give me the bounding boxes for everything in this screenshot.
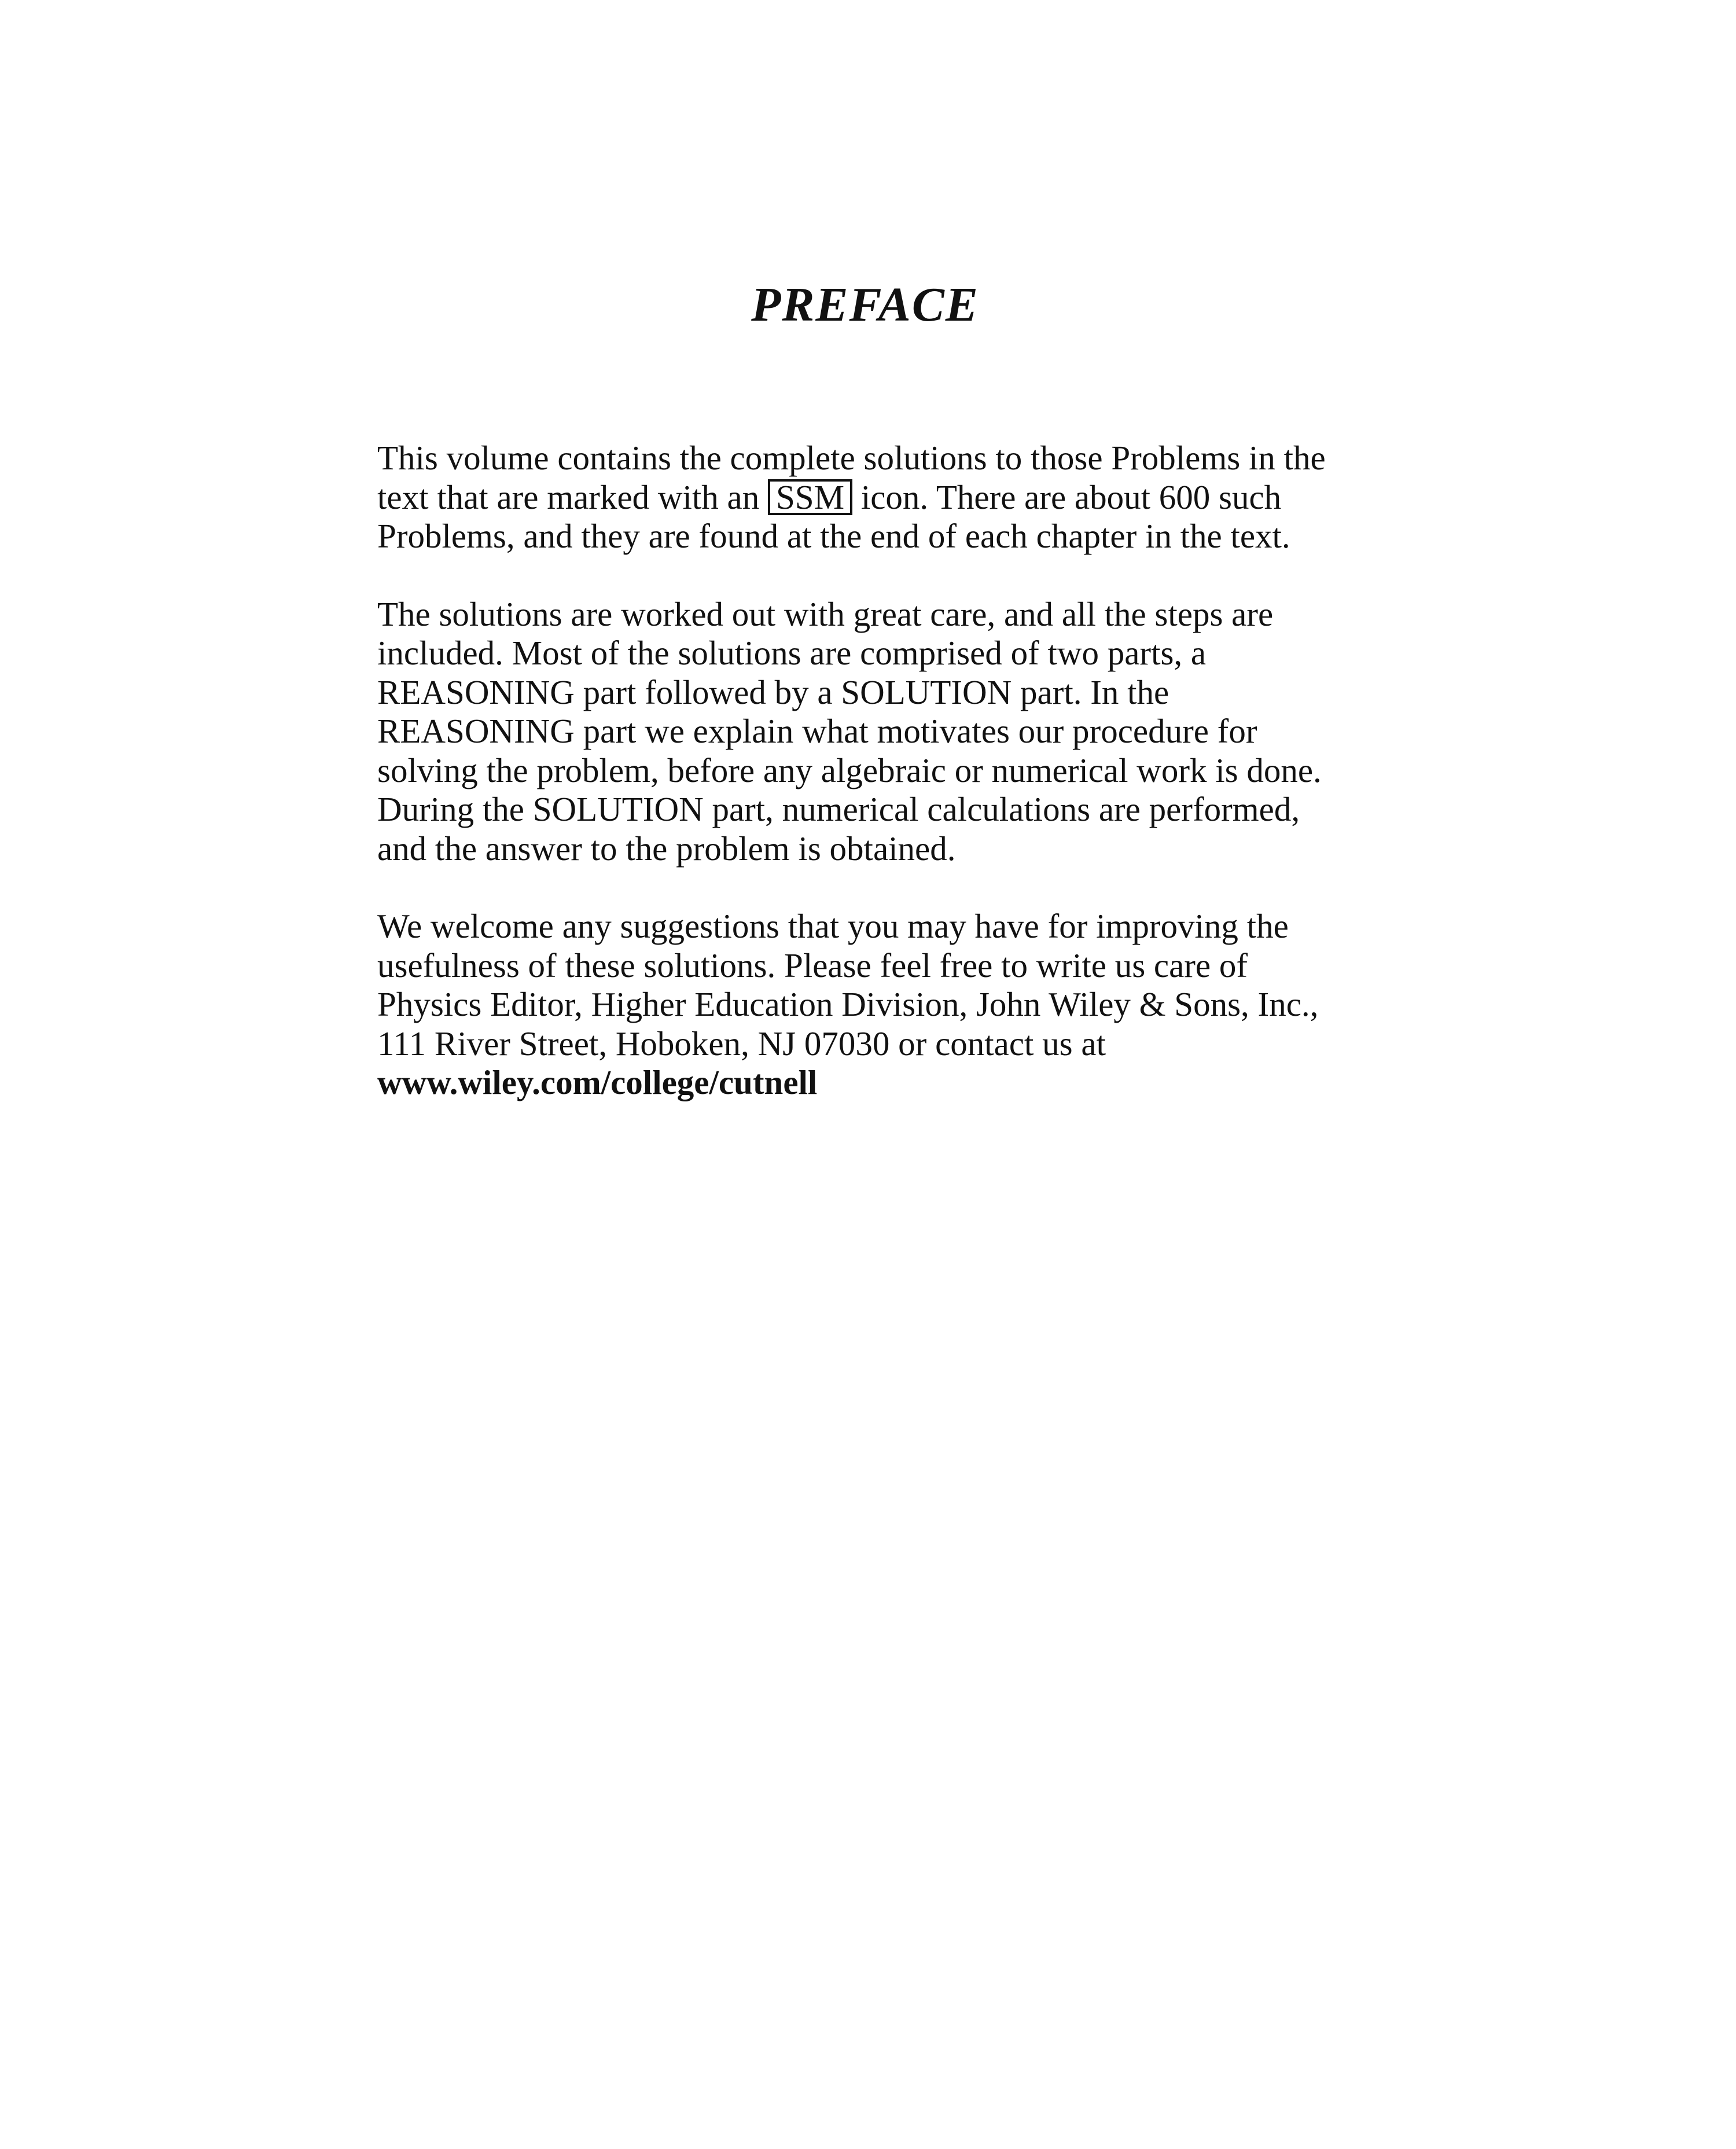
text-line-with-icon	[377, 478, 1396, 517]
text-line: REASONING part followed by a SOLUTION part. In the	[377, 673, 1169, 711]
paragraph-solutions	[377, 595, 1396, 869]
text-line: We welcome any suggestions that you may have for improving the	[377, 907, 1289, 945]
paragraph-spacer	[377, 868, 1396, 907]
text-line: included. Most of the solutions are comprised of two parts, a	[377, 634, 1207, 672]
text-line: Problems, and they are found at the end of each chapter in the text.	[377, 517, 1290, 555]
preface-body	[377, 439, 1396, 1103]
text-line: solving the problem, before any algebraic or numerical work is done.	[377, 751, 1322, 789]
text-line: Physics Editor, Higher Education Division, John Wiley & Sons, Inc.,	[377, 985, 1319, 1023]
paragraph-contact	[377, 907, 1396, 1103]
text-line: During the SOLUTION part, numerical calculations are performed,	[377, 790, 1300, 828]
text-line: and the answer to the problem is obtained.	[377, 829, 956, 868]
paragraph-intro	[377, 439, 1396, 556]
text-line: The solutions are worked out with great care, and all the steps are	[377, 594, 1274, 633]
page-title: PREFACE	[751, 278, 979, 332]
text-line: usefulness of these solutions. Please feel free to write us care of	[377, 946, 1248, 985]
text-line: This volume contains the complete solutions to those Problems in the	[377, 439, 1326, 477]
paragraph-spacer	[377, 556, 1396, 595]
text-line: 111 River Street, Hoboken, NJ 07030 or contact us at	[377, 1024, 1106, 1063]
text-fragment: text that are marked with an	[377, 477, 768, 516]
ssm-icon: SSM	[768, 479, 852, 515]
text-fragment: icon. There are about 600 such	[852, 477, 1282, 516]
text-line: REASONING part we explain what motivates our procedure for	[377, 712, 1257, 750]
website-link[interactable]: www.wiley.com/college/cutnell	[377, 1063, 818, 1101]
